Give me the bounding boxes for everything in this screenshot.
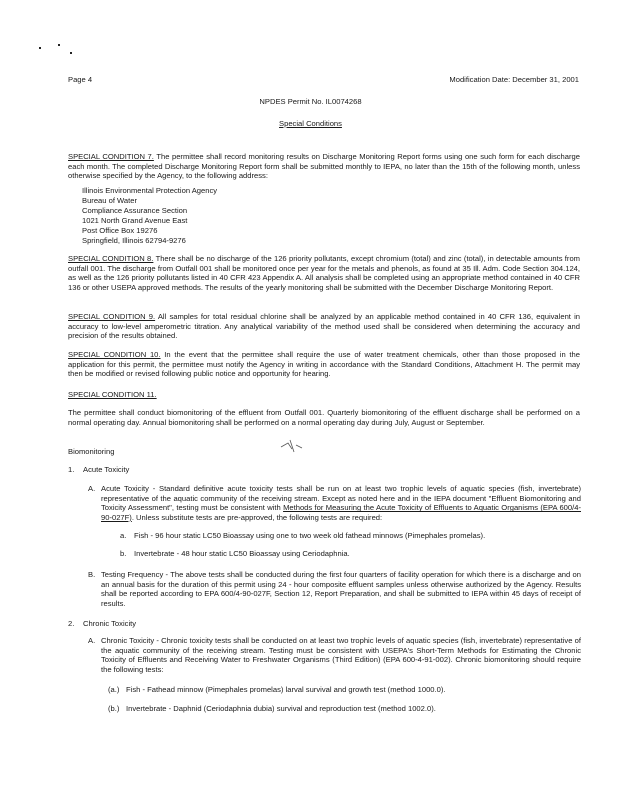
handwritten-mark: [278, 437, 304, 455]
acute-b-text: Testing Frequency - The above tests shall be conducted during the first four quarters of facility operation for which there is a discharge and on an annual basis for the duration of this permit using 24 - hour composite effluent samples unless otherwise authorized by the Agency. Results shall be reported according to EPA 600/4-90-027F, Section 12, Report Preparation, and shall be submitted to IEPA within 45 days of receipt of results.: [101, 570, 581, 608]
chronic-item-marker: (b.): [108, 704, 120, 713]
condition-text: There shall be no discharge of the 126 priority pollutants, except chromium (total) and zinc (total), in detectable amounts from outfall 001. The discharge from Outfall 001 shall be monitored once per year for the metals and phenols, as found at 35 Ill. Adm. Code Section 304.124, as well as the 126 priority pollutants listed in 40 CFR 423 Appendix A. All analysis shall be completed using an appropriate method contained in 40 CFR 136 or other USEPA approved methods. The results of the yearly monitoring shall be submitted with the December Discharge Monitoring Report.: [68, 254, 580, 292]
methods-reference: Methods for Measuring the Acute Toxicity of Effluents to Aquatic Organisms (EPA 600/4-90-027F): [101, 503, 581, 522]
mailing-address: [82, 186, 382, 246]
permit-title: NPDES Permit No. IL0074268: [259, 97, 362, 106]
special-condition-10: [68, 350, 580, 379]
condition-label: SPECIAL CONDITION 8.: [68, 254, 154, 263]
acute-item-marker: b.: [120, 549, 127, 558]
acute-number: 1.: [68, 465, 75, 474]
scan-speck: [39, 47, 41, 49]
chronic-item-marker: (a.): [108, 685, 120, 694]
scan-speck: [70, 52, 72, 54]
address-line: Compliance Assurance Section: [82, 206, 188, 215]
chronic-number: 2.: [68, 619, 75, 628]
acute-title: Acute Toxicity: [83, 465, 130, 474]
special-condition-7: [68, 152, 580, 181]
acute-b-letter: B.: [88, 570, 96, 579]
condition-label: SPECIAL CONDITION 10.: [68, 350, 161, 359]
chronic-a-letter: A.: [88, 636, 96, 645]
chronic-title: Chronic Toxicity: [83, 619, 137, 628]
chronic-item-text: Invertebrate - Daphnid (Ceriodaphnia dubia) survival and reproduction test (method 1002.0).: [126, 704, 436, 713]
chronic-item-text: Fish - Fathead minnow (Pimephales promelas) larval survival and growth test (method 1000.0).: [126, 685, 446, 694]
address-line: Springfield, Illinois 62794-9276: [82, 236, 186, 245]
condition-text: The permittee shall record monitoring results on Discharge Monitoring Report forms using one such form for each discharge each month. The completed Discharge Monitoring Report form shall be submitted monthly to IEPA, no later than the 15th of the following month, unless otherwise specified by the Agency, to the following address:: [68, 152, 580, 181]
scan-speck: [58, 44, 60, 46]
acute-a-body: Acute Toxicity - Standard definitive acute toxicity tests shall be run on at least two trophic levels of aquatic species (fish, invertebrate) representative of the aquatic community of the receiving stream. Except as noted here and in the IEPA document "Effluent Biomonitoring and Toxicity Assessment", testing must be consistent with: [101, 484, 581, 513]
acute-a-text: [101, 484, 581, 522]
address-line: Bureau of Water: [82, 196, 138, 205]
modification-date: Modification Date: December 31, 2001: [449, 75, 579, 84]
address-line: 1021 North Grand Avenue East: [82, 216, 188, 225]
special-condition-11-label: SPECIAL CONDITION 11.: [68, 390, 157, 399]
condition-text: All samples for total residual chlorine shall be analyzed by an applicable method contained in 40 CFR 136, equivalent in accuracy to low-level amperometric titration. Any analytical variability of the method used shall be considered when determining the accuracy and precision of the results obtained.: [68, 312, 580, 341]
condition-text: In the event that the permittee shall require the use of water treatment chemicals, other than those proposed in the application for this permit, the permittee must notify the Agency in writing in accordance with the Standard Conditions, Attachment H. The permit may then be modified or revised following public notice and opportunity for hearing.: [68, 350, 580, 379]
special-condition-9: [68, 312, 580, 341]
acute-item-marker: a.: [120, 531, 127, 540]
acute-item-text: Fish - 96 hour static LC50 Bioassay using one to two week old fathead minnows (Pimephales promelas).: [134, 531, 486, 540]
special-condition-11-text: The permittee shall conduct biomonitoring of the effluent from Outfall 001. Quarterly biomonitoring of the effluent discharge shall be performed on a normal operating day. Annual biomonitoring shall be performed on a normal operating day during July, August or September.: [68, 408, 580, 427]
chronic-a-text: Chronic Toxicity - Chronic toxicity tests shall be conducted on at least two trophic levels of aquatic species (fish, invertebrate) representative of the aquatic community of the receiving stream. Testing must be consistent with USEPA's Short-Term Methods for Estimating the Chronic Toxicity of Effluents and Receiving Water to Freshwater Organisms (Third Edition) (EPA 600-4-91-002). Chronic biomonitoring should require the following tests:: [101, 636, 581, 674]
condition-label: SPECIAL CONDITION 9.: [68, 312, 156, 321]
special-condition-8: [68, 254, 580, 292]
acute-a-tail: . Unless substitute tests are pre-approved, the following tests are required:: [131, 512, 383, 522]
biomonitoring-heading: Biomonitoring: [68, 447, 115, 456]
section-title: Special Conditions: [279, 119, 342, 128]
page-number: Page 4: [68, 75, 93, 84]
condition-label: SPECIAL CONDITION 7.: [68, 152, 154, 161]
acute-item-text: Invertebrate - 48 hour static LC50 Bioassay using Ceriodaphnia.: [134, 549, 350, 558]
address-line: Illinois Environmental Protection Agency: [82, 186, 218, 195]
acute-a-letter: A.: [88, 484, 96, 493]
address-line: Post Office Box 19276: [82, 226, 158, 235]
